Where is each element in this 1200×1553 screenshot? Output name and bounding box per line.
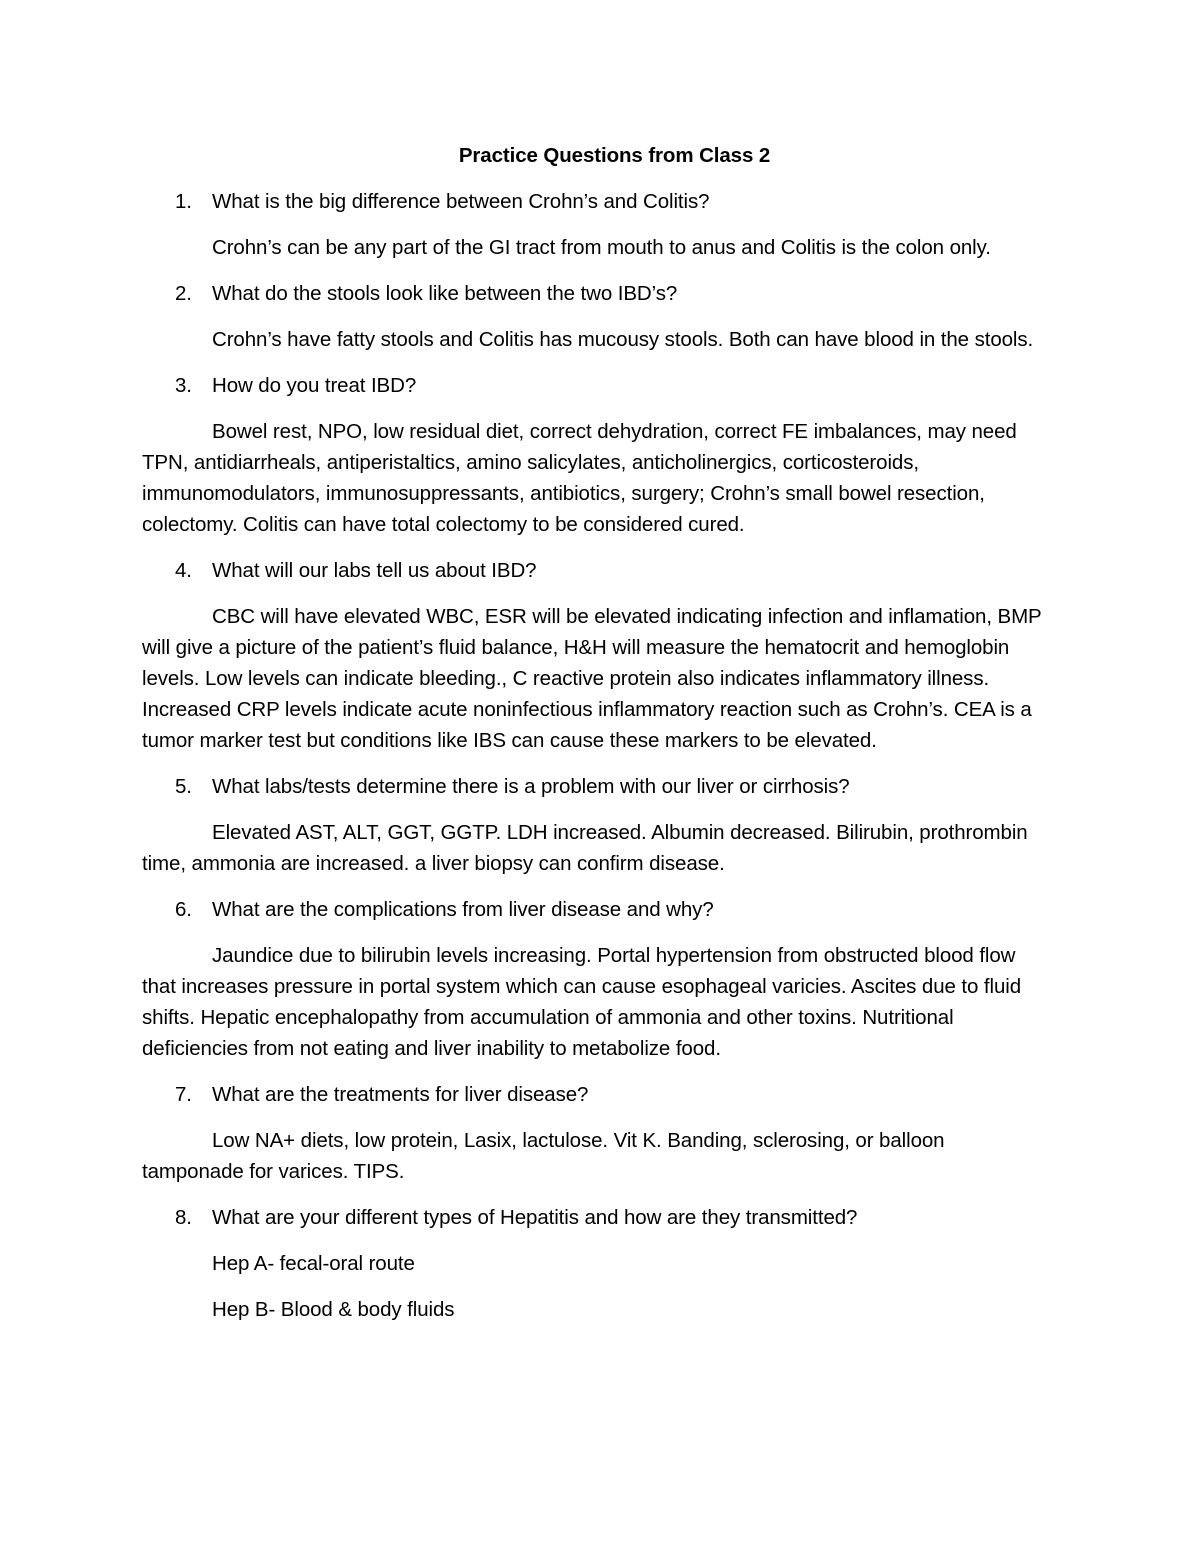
document-body	[142, 140, 1047, 1340]
question-text: What labs/tests determine there is a problem with our liver or cirrhosis?	[212, 775, 850, 798]
answer-7: Low NA+ diets, low protein, Lasix, lactulose. Vit K. Banding, sclerosing, or balloon tamponade for varices. TIPS.	[142, 1129, 945, 1183]
question-text: What are the treatments for liver disease?	[212, 1083, 589, 1106]
answer-4: CBC will have elevated WBC, ESR will be elevated indicating infection and inflamation, BMP will give a picture of the patient’s fluid balance, H&H will measure the hematocrit and hemoglobin levels. Low levels can indicate bleeding., C reactive protein also indicates inflammatory illness. Increased CRP levels indicate acute noninfectious inflammatory reaction such as Crohn’s. CEA is a tumor marker test but conditions like IBS can cause these markers to be elevated.	[142, 605, 1042, 752]
question-number: 4.	[175, 559, 192, 582]
answer-8-hep-a: Hep A- fecal-oral route	[212, 1252, 415, 1275]
question-text: What will our labs tell us about IBD?	[212, 559, 537, 582]
question-number: 3.	[175, 374, 192, 397]
answer-2: Crohn’s have fatty stools and Colitis has mucousy stools. Both can have blood in the stools.	[212, 328, 1034, 351]
page-title: Practice Questions from Class 2	[458, 144, 771, 167]
question-4	[142, 555, 1047, 586]
question-6	[142, 894, 1047, 925]
question-8	[142, 1202, 1047, 1233]
question-text: What are your different types of Hepatitis and how are they transmitted?	[212, 1206, 858, 1229]
answer-1: Crohn’s can be any part of the GI tract from mouth to anus and Colitis is the colon only.	[212, 236, 991, 259]
question-7	[142, 1079, 1047, 1110]
question-text: How do you treat IBD?	[212, 374, 417, 397]
question-2	[142, 278, 1047, 309]
question-text: What do the stools look like between the two IBD’s?	[212, 282, 678, 305]
question-number: 5.	[175, 775, 192, 798]
question-number: 8.	[175, 1206, 192, 1229]
answer-5: Elevated AST, ALT, GGT, GGTP. LDH increased. Albumin decreased. Bilirubin, prothrombin time, ammonia are increased. a liver biopsy can confirm disease.	[142, 821, 1028, 875]
question-text: What is the big difference between Crohn’s and Colitis?	[212, 190, 710, 213]
answer-3: Bowel rest, NPO, low residual diet, correct dehydration, correct FE imbalances, may need TPN, antidiarrheals, antiperistaltics, amino salicylates, anticholinergics, corticosteroids, immunomodulators, immunosuppressants, antibiotics, surgery; Crohn’s small bowel resection, colectomy. Colitis can have total colectomy to be considered cured.	[142, 420, 1017, 536]
answer-6: Jaundice due to bilirubin levels increasing. Portal hypertension from obstructed blood flow that increases pressure in portal system which can cause esophageal varicies. Ascites due to fluid shifts. Hepatic encephalopathy from accumulation of ammonia and other toxins. Nutritional deficiencies from not eating and liver inability to metabolize food.	[142, 944, 1021, 1060]
question-1	[142, 186, 1047, 217]
question-number: 6.	[175, 898, 192, 921]
answer-8-hep-b: Hep B- Blood & body fluids	[212, 1298, 455, 1321]
question-3	[142, 370, 1047, 401]
question-text: What are the complications from liver disease and why?	[212, 898, 714, 921]
question-number: 7.	[175, 1083, 192, 1106]
question-5	[142, 771, 1047, 802]
question-number: 1.	[175, 190, 192, 213]
question-number: 2.	[175, 282, 192, 305]
